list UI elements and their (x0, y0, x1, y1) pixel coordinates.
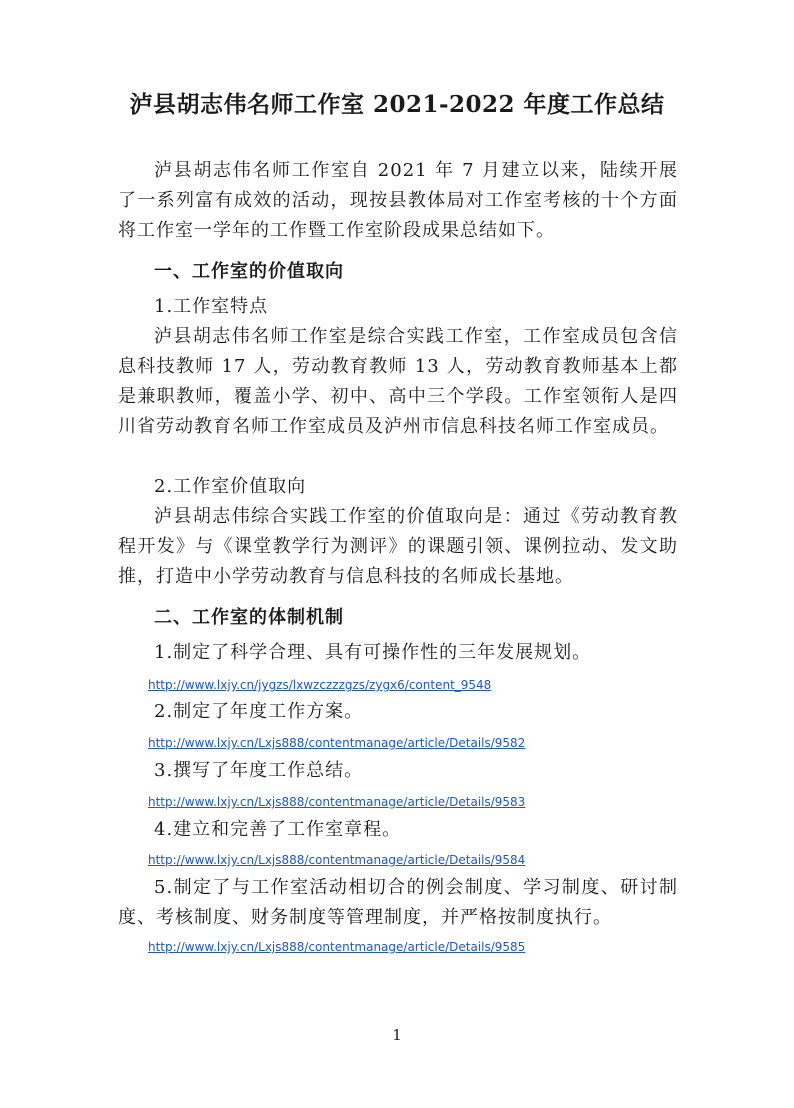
section-1-heading: 一、工作室的价值取向 (154, 261, 344, 282)
intro-paragraph: 泸县胡志伟名师工作室自 2021 年 7 月建立以来，陆续开展了一系列富有成效的活动，现按县教体局对工作室考核的十个方面将工作室一学年的工作暨工作室阶段成果总结如下。 (118, 160, 678, 241)
section-1-sub1-paragraph: 泸县胡志伟名师工作室是综合实践工作室，工作室成员包含信息科技教师 17 人，劳动教育教师 13 人，劳动教育教师基本上都是兼职教师，覆盖小学、初中、高中三个学段。工作室领衔人是四川省劳动教育名师工作室成员及泸州市信息科技名师工作室成员。 (118, 326, 678, 437)
list-item-link[interactable]: http://www.lxjy.cn/Lxjs888/contentmanage/article/Details/9582 (148, 736, 526, 750)
list-item-text: 3.撰写了年度工作总结。 (154, 760, 364, 781)
list-item-link[interactable]: http://www.lxjy.cn/Lxjs888/contentmanage/article/Details/9583 (148, 795, 526, 809)
list-item-text: 1.制定了科学合理、具有可操作性的三年发展规划。 (154, 642, 592, 663)
list-item-link[interactable]: http://www.lxjy.cn/Lxjs888/contentmanage/article/Details/9585 (148, 940, 526, 954)
section-2-heading: 二、工作室的体制机制 (154, 607, 344, 628)
section-1-sub2-paragraph: 泸县胡志伟综合实践工作室的价值取向是：通过《劳动教育教程开发》与《课堂教学行为测评》的课题引领、课例拉动、发文助推，打造中小学劳动教育与信息科技的名师成长基地。 (118, 506, 678, 587)
list-item-text: 4.建立和完善了工作室章程。 (154, 819, 402, 840)
list-item-text: 2.制定了年度工作方案。 (154, 701, 364, 722)
list-item-link[interactable]: http://www.lxjy.cn/Lxjs888/contentmanage/article/Details/9584 (148, 853, 526, 867)
section-1-sub1-title: 1.工作室特点 (154, 296, 269, 317)
document-title: 泸县胡志伟名师工作室 2021-2022 年度工作总结 (129, 91, 665, 118)
section-1-sub2-title: 2.工作室价值取向 (154, 476, 307, 497)
list-item-link[interactable]: http://www.lxjy.cn/jygzs/lxwzczzzgzs/zygx6/content_9548 (148, 678, 492, 692)
list-item-text: 5.制定了与工作室活动相切合的例会制度、学习制度、研讨制度、考核制度、财务制度等管理制度，并严格按制度执行。 (118, 877, 678, 928)
page-number: 1 (392, 1026, 402, 1044)
